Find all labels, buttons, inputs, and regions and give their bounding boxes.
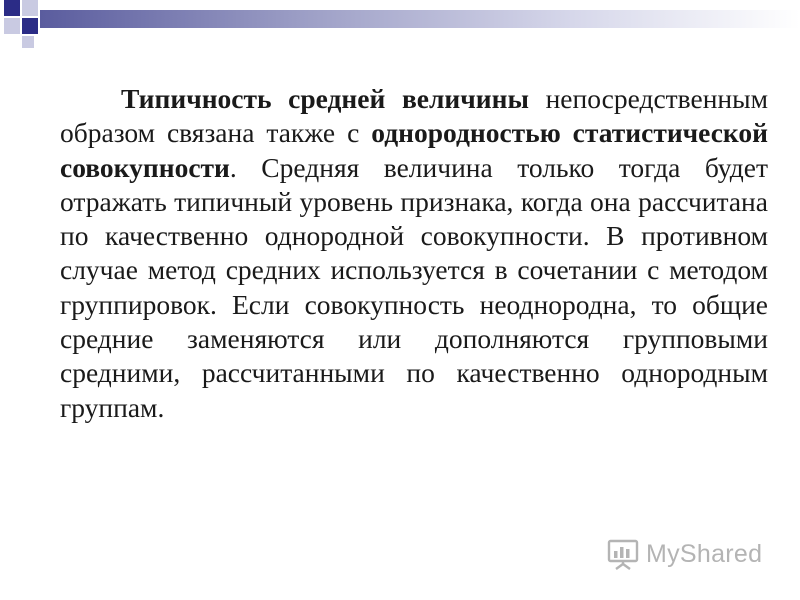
slide-body-text: [60, 82, 768, 425]
decor-square-lavender: [22, 36, 34, 48]
header-gradient-band: [40, 10, 800, 28]
decor-square-navy: [22, 18, 38, 34]
watermark-text: MyShared: [646, 539, 763, 568]
decor-square-navy: [4, 0, 20, 16]
text-segment: . Средняя величина только тогда будет отражать типичный уровень признака, когда она рассчитана по качественно однородной совокупности. В противном случае метод средних используется в сочетании с методом группировок. Если совокупность неоднородна, то общие средние заменяются или дополняются групповыми средними, рассчитанными по качественно однородным группам.: [60, 151, 768, 423]
text-segment: непосредственным образом связана также с: [60, 83, 769, 149]
bold-term-typicality: Типичность средней величины: [121, 83, 529, 114]
watermark-logo: [606, 536, 762, 572]
decor-square-lavender: [4, 18, 20, 34]
decor-square-lavender: [22, 0, 38, 16]
bold-term-homogeneity: однородностью статистической совокупности: [60, 117, 769, 183]
presentation-board-icon: [606, 537, 640, 571]
